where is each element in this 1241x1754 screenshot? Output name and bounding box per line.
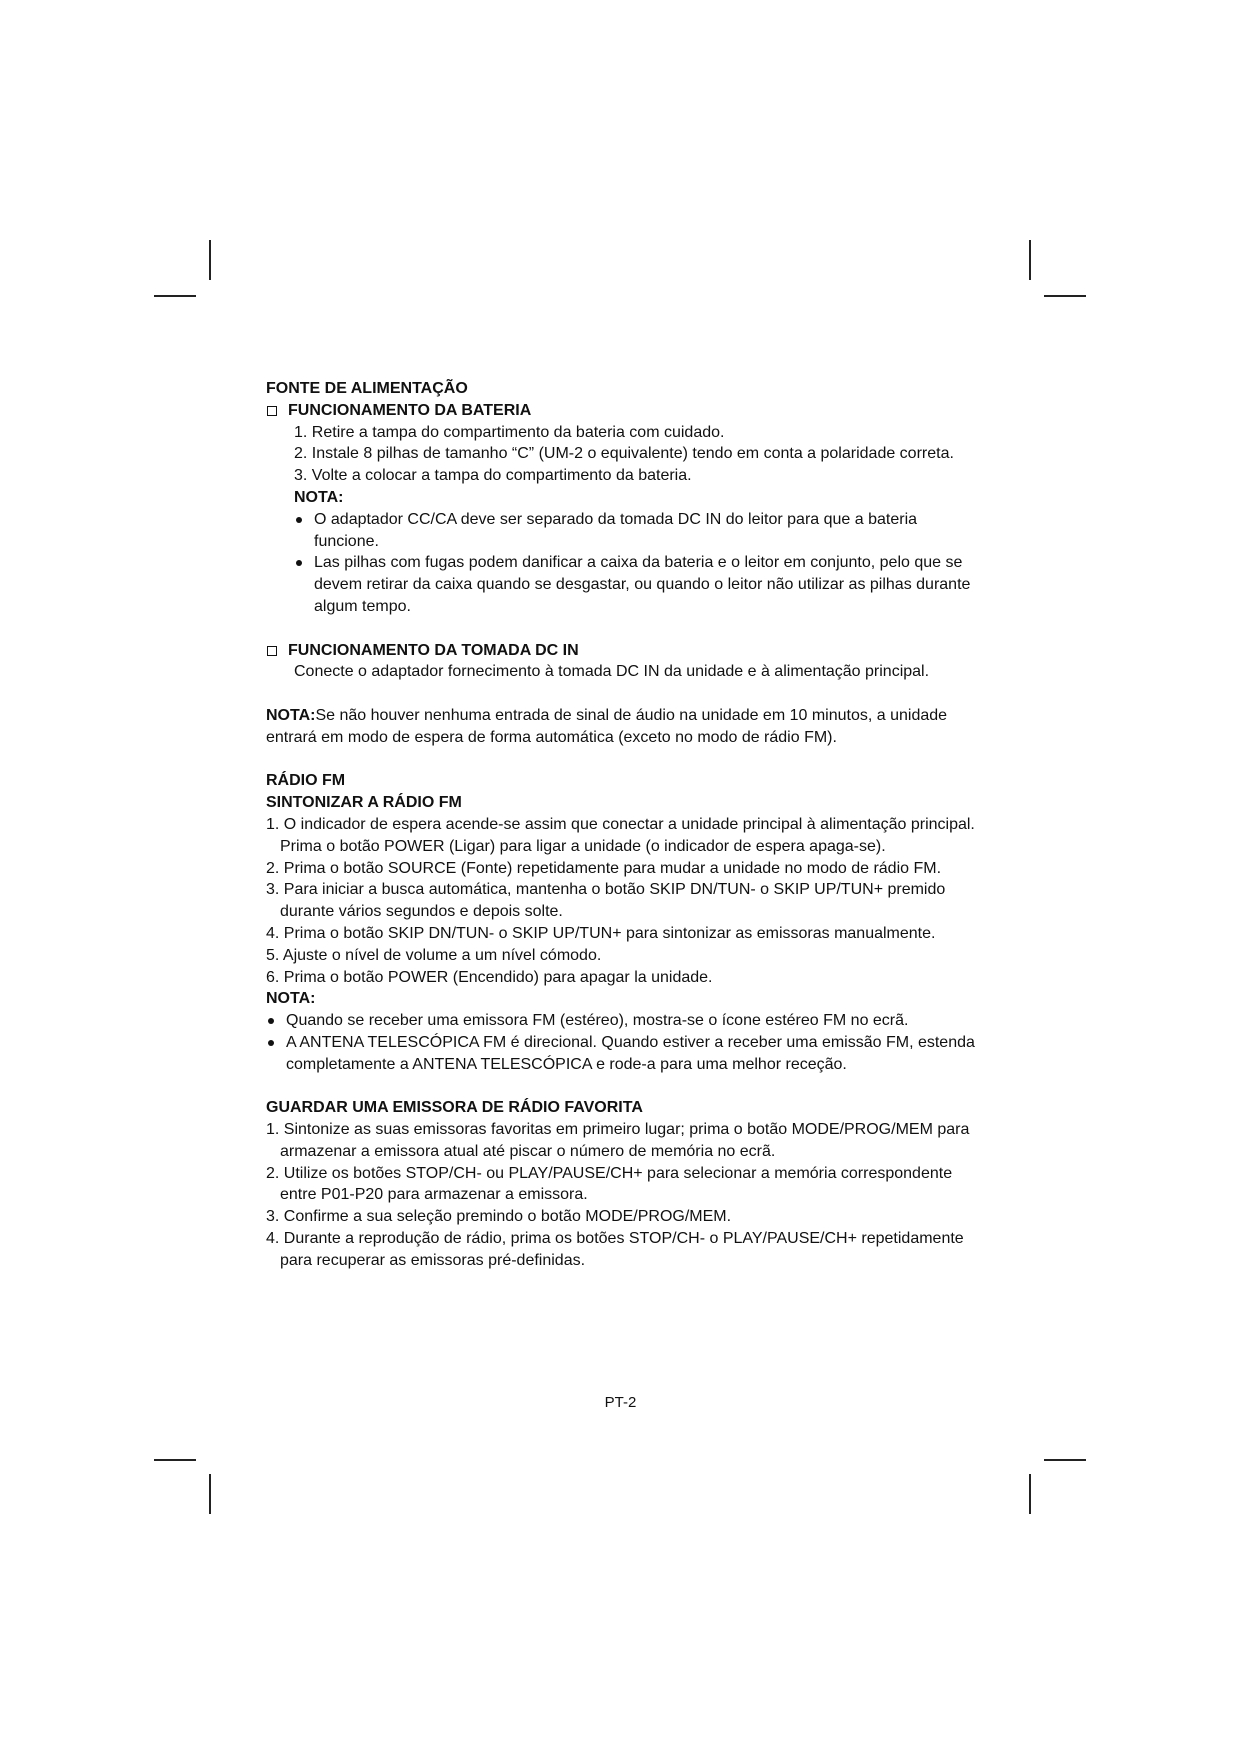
section-title-radio: RÁDIO FM xyxy=(266,772,346,790)
battery-step-2: 2. Instale 8 pilhas de tamanho “C” (UM-2 o equivalente) tendo em conta a polaridade correta. xyxy=(294,445,954,463)
crop-mark-top-left-vertical xyxy=(209,240,211,280)
checkbox-square-icon xyxy=(267,646,277,656)
favorite-step-3: 3. Confirme a sua seleção premindo o botão MODE/PROG/MEM. xyxy=(266,1208,732,1226)
battery-note-text-1: O adaptador CC/CA deve ser separado da tomada DC IN do leitor para que a bateria funcione. xyxy=(314,510,918,550)
checkbox-square-icon xyxy=(267,406,277,416)
subsection-title-tune: SINTONIZAR A RÁDIO FM xyxy=(266,794,462,812)
radio-step-3: 3. Para iniciar a busca automática, mantenha o botão SKIP DN/TUN- o SKIP UP/TUN+ premido durante vários segundos e depois solte. xyxy=(266,881,946,921)
bullet-icon xyxy=(268,1040,274,1046)
dcin-text: Conecte o adaptador fornecimento à tomada DC IN da unidade e à alimentação principal. xyxy=(294,663,930,681)
favorite-step-2: 2. Utilize os botões STOP/CH- ou PLAY/PAUSE/CH+ para selecionar a memória correspondente entre P01-P20 para armazenar a emissora. xyxy=(266,1164,953,1204)
crop-mark-bottom-right-horizontal xyxy=(1044,1459,1086,1461)
section-title-power: FONTE DE ALIMENTAÇÃO xyxy=(266,380,468,397)
section-title-favorite: GUARDAR UMA EMISSORA DE RÁDIO FAVORITA xyxy=(266,1099,643,1117)
subsection-dcin-header xyxy=(266,640,986,662)
subsection-title-battery: FUNCIONAMENTO DA BATERIA xyxy=(288,401,532,419)
bullet-icon xyxy=(296,517,302,523)
standby-note-text: Se não houver nenhuma entrada de sinal de áudio na unidade em 10 minutos, a unidade entrará em modo de espera de forma automática (exceto no modo de rádio FM). xyxy=(266,706,948,746)
crop-mark-top-right-horizontal xyxy=(1044,295,1086,297)
radio-step-2: 2. Prima o botão SOURCE (Fonte) repetidamente para mudar a unidade no modo de rádio FM. xyxy=(266,859,942,877)
radio-step-1: 1. O indicador de espera acende-se assim que conectar a unidade principal à alimentação principal. Prima o botão POWER (Ligar) para ligar a unidade (o indicador de espera apaga-se). xyxy=(266,815,975,855)
crop-mark-bottom-left-vertical xyxy=(209,1474,211,1514)
radio-note-text-2: A ANTENA TELESCÓPICA FM é direcional. Quando estiver a receber uma emissão FM, estenda completamente a ANTENA TELESCÓPICA e rode-a para uma melhor receção. xyxy=(286,1033,975,1073)
radio-note-label: NOTA: xyxy=(266,990,316,1008)
battery-note-label: NOTA: xyxy=(294,488,344,506)
page-number: PT-2 xyxy=(604,1394,637,1411)
crop-mark-bottom-left-horizontal xyxy=(154,1459,196,1461)
crop-mark-top-right-vertical xyxy=(1029,240,1031,280)
radio-step-5: 5. Ajuste o nível de volume a um nível cómodo. xyxy=(266,946,602,964)
radio-note-item xyxy=(266,1010,986,1032)
radio-note-item xyxy=(266,1032,986,1076)
standby-note-label: NOTA: xyxy=(266,706,316,724)
favorite-step-4: 4. Durante a reprodução de rádio, prima os botões STOP/CH- o PLAY/PAUSE/CH+ repetidamente para recuperar as emissoras pré-definidas. xyxy=(266,1230,964,1269)
bullet-icon xyxy=(296,560,302,566)
bullet-icon xyxy=(268,1018,274,1024)
favorite-step-1: 1. Sintonize as suas emissoras favoritas em primeiro lugar; prima o botão MODE/PROG/MEM para armazenar a emissora atual até piscar o número de memória no ecrã. xyxy=(266,1121,970,1160)
page-content xyxy=(266,378,986,1272)
battery-step-3: 3. Volte a colocar a tampa do compartimento da bateria. xyxy=(294,467,692,485)
battery-step-1: 1. Retire a tampa do compartimento da bateria com cuidado. xyxy=(294,423,725,441)
battery-note-item xyxy=(266,552,986,617)
battery-note-text-2: Las pilhas com fugas podem danificar a caixa da bateria e o leitor em conjunto, pelo que se devem retirar da caixa quando se desgastar, ou quando o leitor não utilizar as pilhas durante algum tempo. xyxy=(314,554,971,615)
battery-note-item xyxy=(266,509,986,553)
standby-note xyxy=(266,705,986,749)
crop-mark-bottom-right-vertical xyxy=(1029,1474,1031,1514)
subsection-title-dcin: FUNCIONAMENTO DA TOMADA DC IN xyxy=(288,641,579,659)
subsection-battery-header xyxy=(266,400,986,422)
radio-note-text-1: Quando se receber uma emissora FM (estéreo), mostra-se o ícone estéreo FM no ecrã. xyxy=(286,1012,909,1030)
radio-step-4: 4. Prima o botão SKIP DN/TUN- o SKIP UP/TUN+ para sintonizar as emissoras manualmente. xyxy=(266,924,936,942)
crop-mark-top-left-horizontal xyxy=(154,295,196,297)
radio-step-6: 6. Prima o botão POWER (Encendido) para apagar la unidade. xyxy=(266,968,713,986)
